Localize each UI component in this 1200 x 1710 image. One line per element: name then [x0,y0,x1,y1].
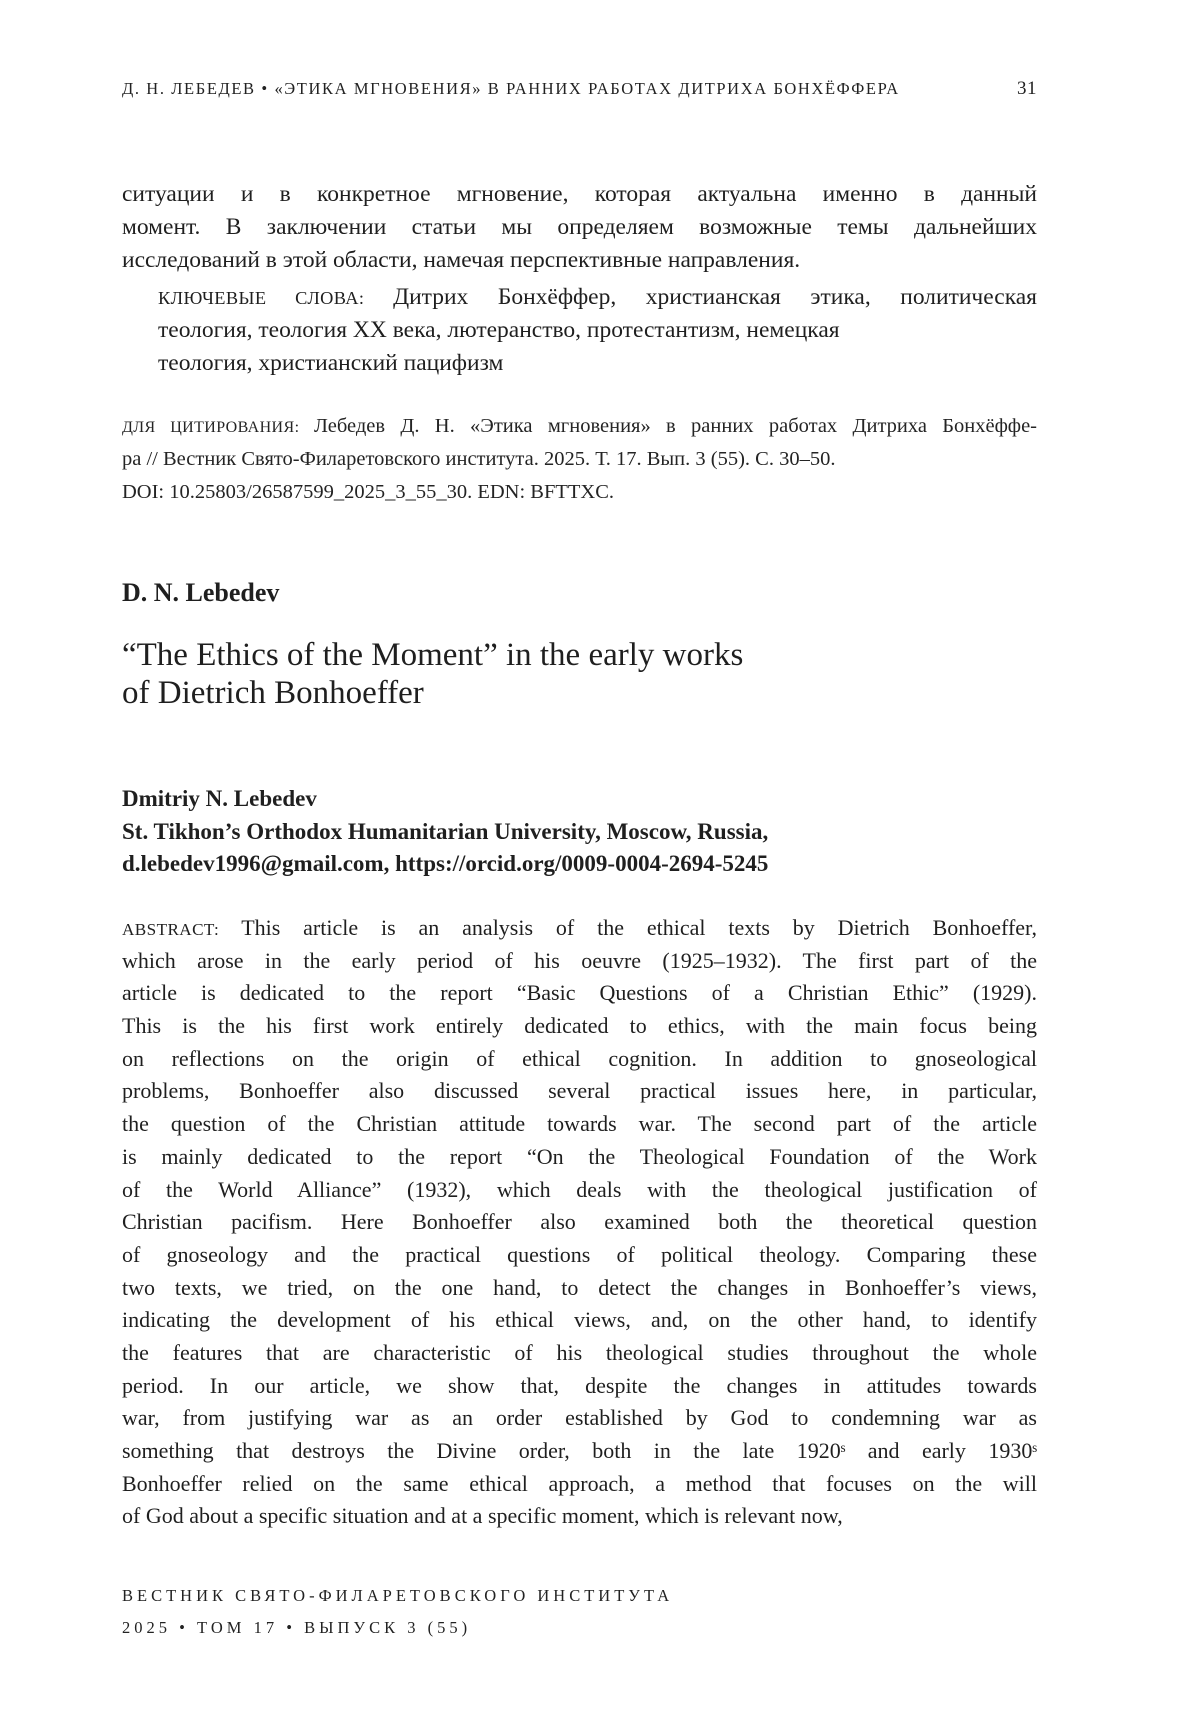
citation-block [122,410,1037,509]
annotation-line: исследований в этой области, намечая перспективные направления. [122,247,801,273]
abstract-line: of God about a specific situation and at a specific moment, which is relevant now, [122,1503,843,1529]
keywords-line: теология, теология XX века, лютеранство, протестантизм, немецкая [158,317,840,343]
abstract-block [122,912,1037,1533]
abstract-line: something that destroys the Divine order, both in the late 1920ˢ and early 1930ˢ [122,1438,1037,1463]
abstract-line: ABSTRACT: This article is an analysis of the ethical texts by Dietrich Bonhoeffer, [122,915,1037,940]
abstract-line: indicating the development of his ethical views, and, on the other hand, to identify [122,1307,1037,1333]
abstract-line: the question of the Christian attitude towards war. The second part of the article [122,1111,1037,1137]
keywords-line: КЛЮЧЕВЫЕ СЛОВА: Дитрих Бонхёффер, христианская этика, политическая [158,284,1037,310]
abstract-label: ABSTRACT: [122,920,242,939]
abstract-line: This is the his first work entirely dedicated to ethics, with the main focus being [122,1013,1037,1039]
keywords-line: теология, христианский пацифизм [158,350,504,376]
running-head [122,78,1037,100]
article-title [122,636,1037,712]
citation-line: ДЛЯ ЦИТИРОВАНИЯ: Лебедев Д. Н. «Этика мгновения» в ранних работах Дитриха Бонхёффе- [122,415,1037,437]
footer-issue-info: 2025 • ТОМ 17 • ВЫПУСК 3 (55) [122,1618,472,1637]
abstract-line: of gnoseology and the practical questions of political theology. Comparing these [122,1241,1037,1267]
abstract-line: war, from justifying war as an order established by God to condemning war as [122,1405,1037,1431]
abstract-line: which arose in the early period of his oeuvre (1925–1932). The first part of the [122,947,1037,973]
page-number: 31 [1017,78,1037,99]
abstract-line: of the World Alliance” (1932), which deals with the theological justification of [122,1176,1037,1202]
abstract-line: two texts, we tried, on the one hand, to detect the changes in Bonhoeffer’s views, [122,1274,1037,1300]
abstract-line: the features that are characteristic of his theological studies throughout the whole [122,1339,1037,1365]
abstract-line: article is dedicated to the report “Basic Questions of a Christian Ethic” (1929). [122,980,1037,1006]
running-head-title: Д. Н. ЛЕБЕДЕВ • «ЭТИКА МГНОВЕНИЯ» В РАННИХ РАБОТАХ ДИТРИХА БОНХЁФФЕРА [122,79,900,98]
citation-line: DOI: 10.25803/26587599_2025_3_55_30. EDN: BFTTXC. [122,481,614,503]
footer-journal-name: ВЕСТНИК СВЯТО-ФИЛАРЕТОВСКОГО ИНСТИТУТА [122,1586,674,1605]
keywords-block [158,281,1037,380]
abstract-line: period. In our article, we show that, despite the changes in attitudes towards [122,1372,1037,1398]
abstract-line: is mainly dedicated to the report “On the Theological Foundation of the Work [122,1143,1037,1169]
author-info-block [122,783,1037,881]
author-affiliation: St. Tikhon’s Orthodox Humanitarian University, Moscow, Russia, [122,818,769,844]
abstract-line: problems, Bonhoeffer also discussed several practical issues here, in particular, [122,1078,1037,1104]
abstract-line: Christian pacifism. Here Bonhoeffer also examined both the theoretical question [122,1209,1037,1235]
author-full-name: Dmitriy N. Lebedev [122,786,317,811]
author-contacts: d.lebedev1996@gmail.com, https://orcid.org/0009-0004-2694-5245 [122,851,769,876]
annotation-line: ситуации и в конкретное мгновение, которая актуальна именно в данный [122,181,1037,207]
article-title-line: of Dietrich Bonhoeffer [122,675,424,711]
abstract-line: Bonhoeffer relied on the same ethical approach, a method that focuses on the will [122,1470,1037,1496]
citation-line: ра // Вестник Свято-Филаретовского института. 2025. Т. 17. Вып. 3 (55). С. 30–50. [122,448,836,470]
russian-annotation [122,178,1037,277]
citation-label: ДЛЯ ЦИТИРОВАНИЯ: [122,419,314,436]
article-title-line: “The Ethics of the Moment” in the early works [122,637,744,673]
abstract-line: on reflections on the origin of ethical cognition. In addition to gnoseological [122,1045,1037,1071]
keywords-label: КЛЮЧЕВЫЕ СЛОВА: [158,288,394,308]
annotation-line: момент. В заключении статьи мы определяем возможные темы дальнейших [122,214,1037,240]
author-short-name: D. N. Lebedev [122,578,280,607]
